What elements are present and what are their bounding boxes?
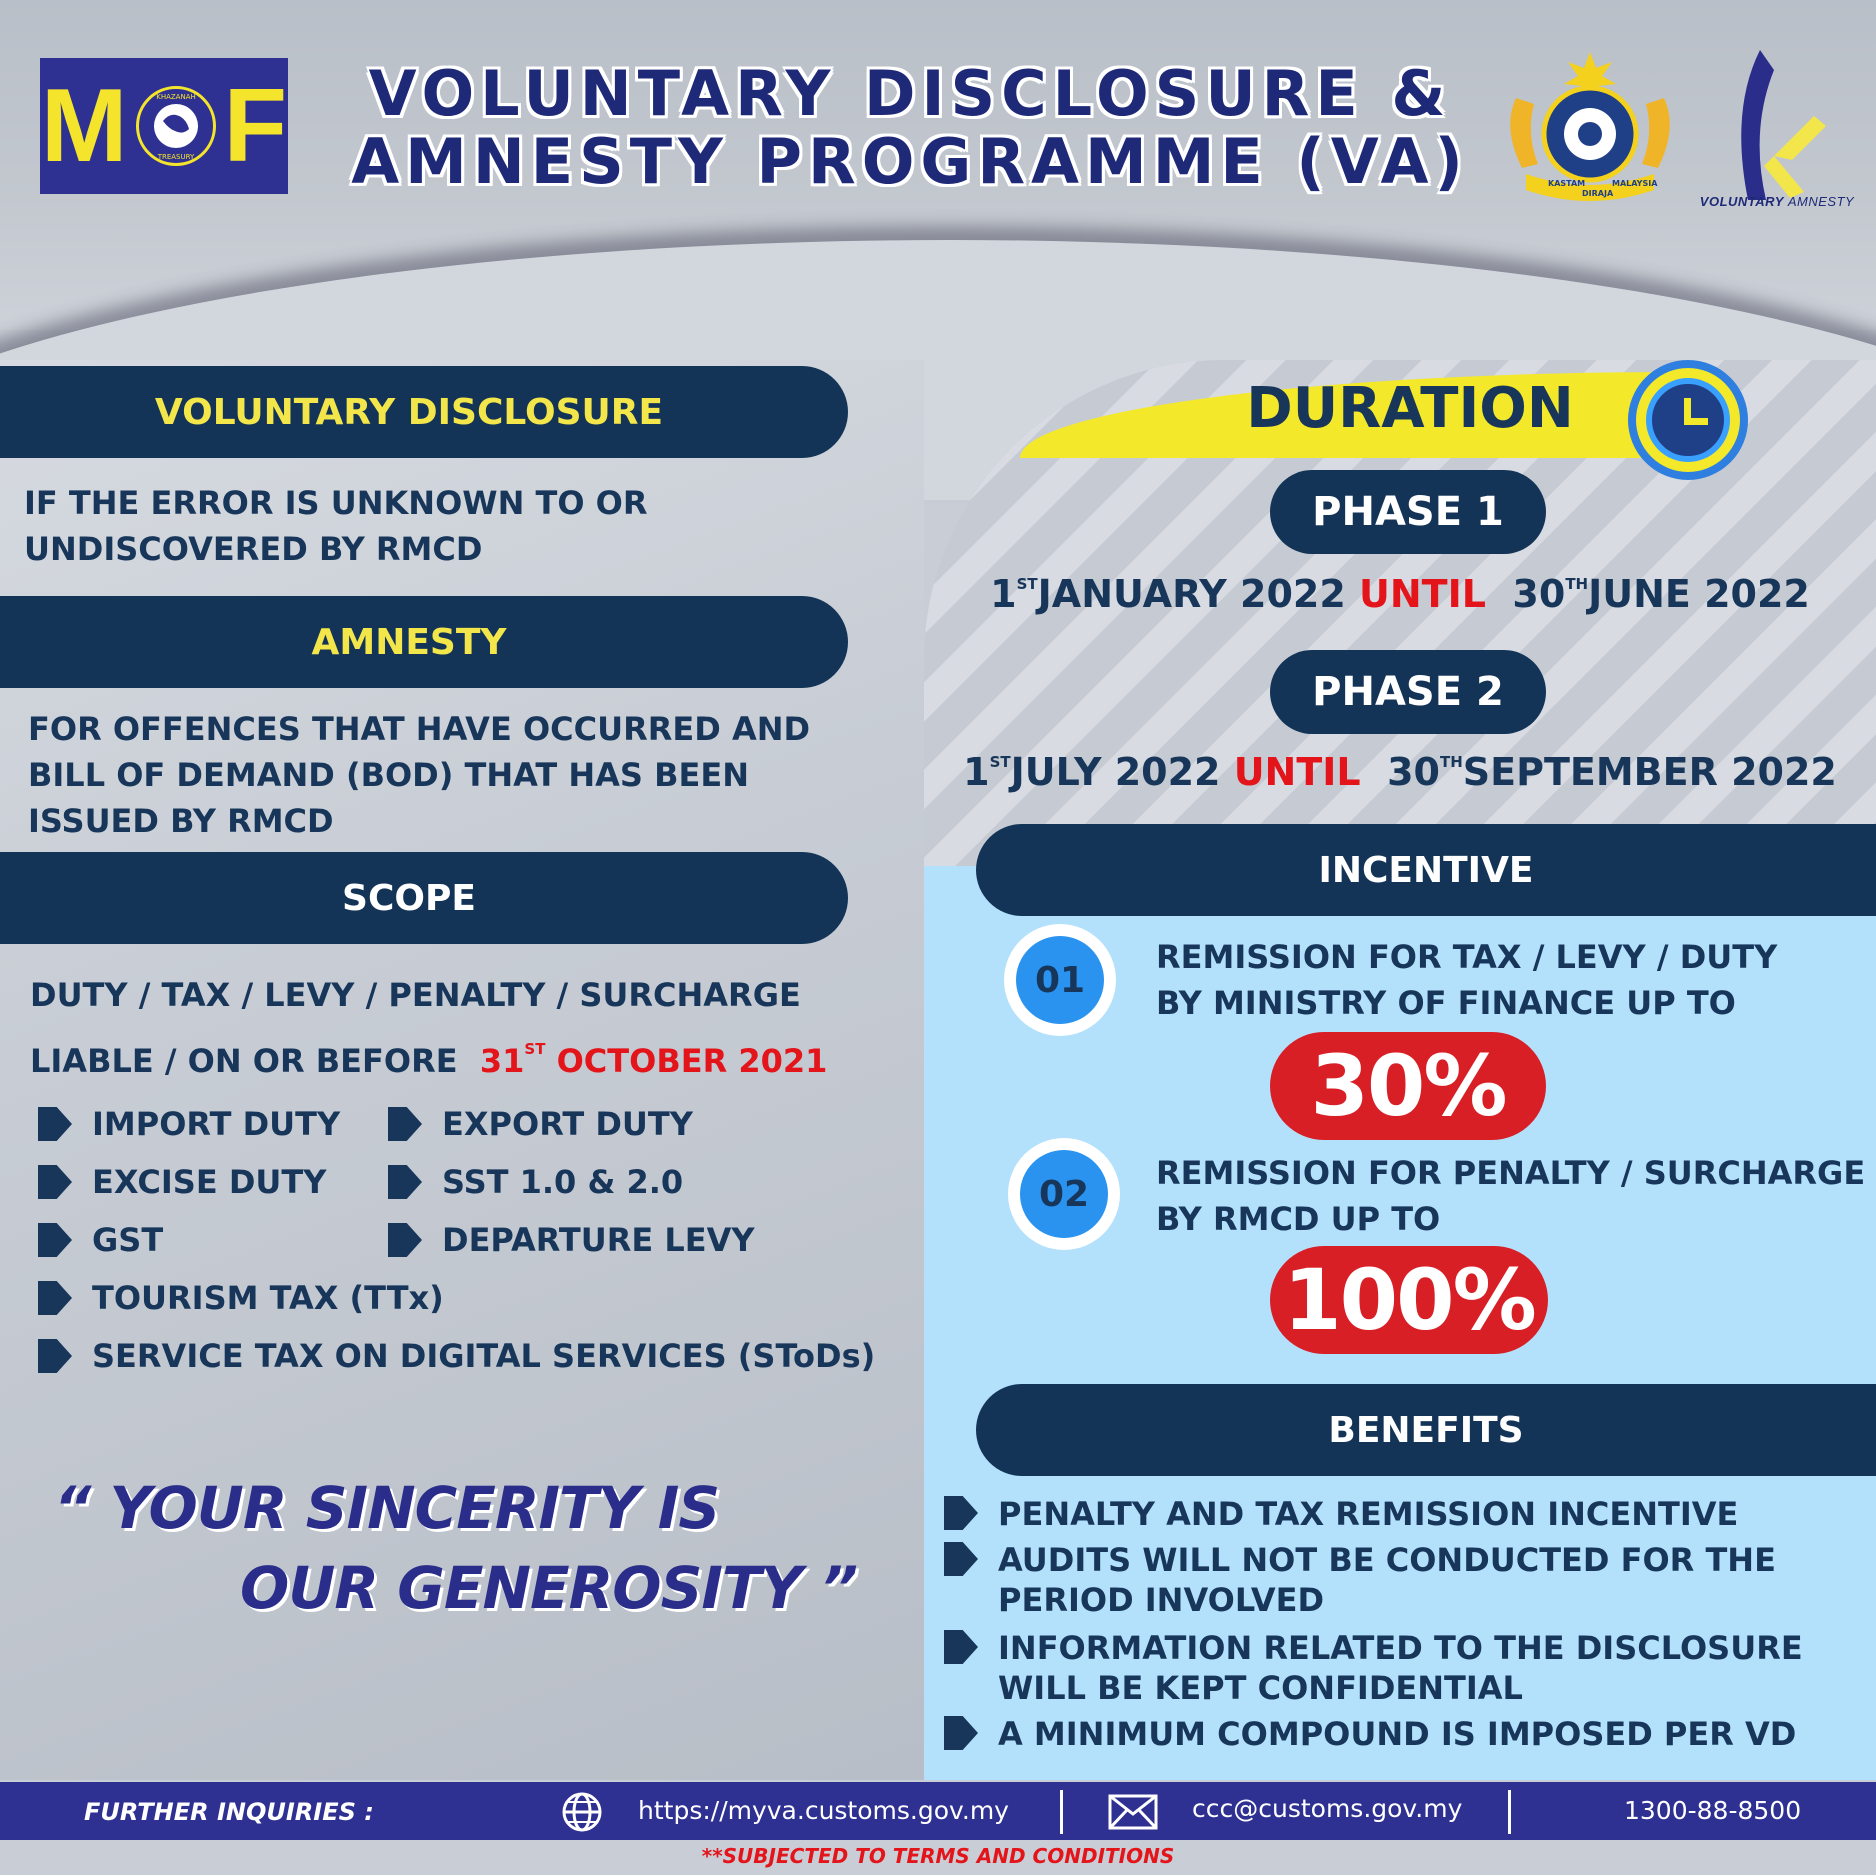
page-title [320, 57, 1500, 198]
scope-item-label: IMPORT DUTY [92, 1105, 341, 1143]
phase1-start-suffix: ST [1016, 575, 1038, 593]
terms-notice: **SUBJECTED TO TERMS AND CONDITIONS [701, 1844, 1175, 1868]
vd-line: IF THE ERROR IS UNKNOWN TO OR [24, 484, 648, 522]
amnesty-line: BILL OF DEMAND (BOD) THAT HAS BEEN [28, 756, 749, 794]
scope-day: 31 [479, 1042, 525, 1080]
incentive-line: BY RMCD UP TO [1156, 1200, 1441, 1238]
benefit-item [944, 1714, 1796, 1754]
amnesty-text [28, 706, 810, 844]
va-logo-text-light: AMNESTY [1787, 194, 1855, 209]
scope-item-label: GST [92, 1221, 164, 1259]
bullet-arrow-icon [388, 1165, 422, 1199]
bullet-arrow-icon [388, 1107, 422, 1141]
footer-label: FURTHER INQUIRIES : [84, 1798, 374, 1826]
phase2-until: UNTIL [1233, 750, 1361, 794]
bullet-arrow-icon [944, 1716, 978, 1750]
globe-icon [136, 86, 216, 166]
scope-item [38, 1278, 444, 1318]
scope-month: OCTOBER 2021 [556, 1042, 828, 1080]
scope-item [38, 1336, 875, 1376]
bullet-arrow-icon [944, 1542, 978, 1576]
scope-heading: SCOPE [0, 852, 848, 944]
benefit-line: A MINIMUM COMPOUND IS IMPOSED PER VD [998, 1715, 1797, 1753]
phase2-start-suffix: ST [989, 753, 1011, 771]
quote-line2: OUR GENEROSITY ” [240, 1554, 858, 1622]
incentive-line: BY MINISTRY OF FINANCE UP TO [1156, 984, 1736, 1022]
scope-item-label: DEPARTURE LEVY [442, 1221, 755, 1259]
benefit-item [944, 1494, 1738, 1534]
va-logo-text [1682, 194, 1872, 209]
benefit-item [944, 1628, 1803, 1708]
scope-item [38, 1104, 340, 1144]
crest-text-3: MALAYSIA [1612, 179, 1658, 188]
scope-line1: DUTY / TAX / LEVY / PENALTY / SURCHARGE [30, 976, 801, 1014]
benefit-line: PENALTY AND TAX REMISSION INCENTIVE [998, 1495, 1739, 1533]
phase1-label: PHASE 1 [1270, 470, 1546, 554]
vd-line: UNDISCOVERED BY RMCD [24, 530, 483, 568]
bullet-arrow-icon [388, 1223, 422, 1257]
incentive-line: REMISSION FOR PENALTY / SURCHARGE [1156, 1154, 1866, 1192]
bullet-arrow-icon [38, 1165, 72, 1199]
scope-item [388, 1220, 755, 1260]
footer-divider [1508, 1790, 1511, 1834]
incentive-percent-badge: 100% [1270, 1246, 1548, 1354]
benefit-text [998, 1540, 1776, 1620]
incentive-text [1156, 1150, 1865, 1242]
incentive-percent-badge: 30% [1270, 1032, 1546, 1140]
bullet-arrow-icon [944, 1496, 978, 1530]
voluntary-amnesty-logo [1690, 46, 1860, 216]
benefit-line: WILL BE KEPT CONFIDENTIAL [998, 1669, 1523, 1707]
amnesty-line: ISSUED BY RMCD [28, 802, 334, 840]
quote-line1: “ YOUR SINCERITY IS [54, 1474, 720, 1542]
mof-logo-m: M [40, 68, 128, 184]
scope-item [388, 1162, 683, 1202]
incentive-number: 01 [1016, 936, 1104, 1024]
crest-text-1: KASTAM [1548, 179, 1586, 188]
scope-item-label: EXCISE DUTY [92, 1163, 327, 1201]
amnesty-line: FOR OFFENCES THAT HAVE OCCURRED AND [28, 710, 811, 748]
scope-item-label: EXPORT DUTY [442, 1105, 693, 1143]
scope-line2 [30, 1022, 827, 1088]
mof-ring-top: KHAZANAH [155, 93, 196, 101]
amnesty-heading: AMNESTY [0, 596, 848, 688]
benefit-text [998, 1494, 1738, 1534]
mof-treasury-logo [40, 58, 288, 194]
bullet-arrow-icon [38, 1339, 72, 1373]
phase1-start-day: 1 [990, 572, 1017, 616]
incentive-number: 02 [1020, 1150, 1108, 1238]
scope-text [30, 968, 827, 1088]
incentive-text [1156, 934, 1777, 1026]
incentive-line: REMISSION FOR TAX / LEVY / DUTY [1156, 938, 1778, 976]
scope-day-suffix: ST [524, 1040, 546, 1058]
mof-ring-bottom: TREASURY [157, 153, 194, 161]
mail-icon [1108, 1794, 1158, 1830]
phase1-dates [924, 572, 1876, 616]
phone-link[interactable]: 1300-88-8500 [1624, 1796, 1802, 1825]
page-title-line2: AMNESTY PROGRAMME (VA) [351, 125, 1469, 198]
email-link[interactable]: ccc@customs.gov.my [1192, 1794, 1463, 1823]
phase1-end-day: 30 [1512, 572, 1566, 616]
benefit-line: AUDITS WILL NOT BE CONDUCTED FOR THE [998, 1541, 1776, 1579]
phase1-until: UNTIL [1359, 572, 1486, 616]
clock-hand-icon [1684, 418, 1708, 425]
scope-item-label: TOURISM TAX (TTx) [92, 1279, 444, 1317]
va-logo-text-bold: VOLUNTARY [1699, 194, 1784, 209]
incentive-heading: INCENTIVE [976, 824, 1876, 916]
customs-crest-logo [1496, 48, 1684, 208]
phase1-end-rest: JUNE 2022 [1588, 572, 1810, 616]
phase2-start-day: 1 [963, 750, 990, 794]
phase2-end-day: 30 [1387, 750, 1440, 794]
incentive-number-badge [1008, 1138, 1120, 1250]
phase2-start-rest: JULY 2022 [1010, 750, 1221, 794]
duration-heading: DURATION [1246, 376, 1574, 441]
scope-item [388, 1104, 693, 1144]
voluntary-disclosure-text [24, 480, 648, 572]
globe-icon [560, 1790, 604, 1834]
mof-logo-f: F [223, 68, 288, 184]
phase2-label: PHASE 2 [1270, 650, 1546, 734]
phase2-end-rest: SEPTEMBER 2022 [1462, 750, 1837, 794]
phase1-start-rest: JANUARY 2022 [1037, 572, 1346, 616]
phase1-end-suffix: TH [1565, 575, 1589, 593]
scope-item [38, 1220, 163, 1260]
bullet-arrow-icon [944, 1630, 978, 1664]
bullet-arrow-icon [38, 1281, 72, 1315]
benefit-text [998, 1628, 1803, 1708]
phase2-dates [924, 750, 1876, 794]
scope-item [38, 1162, 326, 1202]
scope-line2-prefix: LIABLE / ON OR BEFORE [30, 1042, 458, 1080]
benefit-line: PERIOD INVOLVED [998, 1581, 1325, 1619]
crest-text-2: DIRAJA [1582, 189, 1614, 198]
phase2-end-suffix: TH [1440, 753, 1463, 771]
footer-divider [1060, 1790, 1063, 1834]
benefit-line: INFORMATION RELATED TO THE DISCLOSURE [998, 1629, 1803, 1667]
voluntary-disclosure-heading: VOLUNTARY DISCLOSURE [0, 366, 848, 458]
website-link[interactable]: https://myva.customs.gov.my [638, 1796, 1009, 1825]
page-title-line1: VOLUNTARY DISCLOSURE & [368, 57, 1452, 130]
incentive-number-badge [1004, 924, 1116, 1036]
scope-item-label: SERVICE TAX ON DIGITAL SERVICES (SToDs) [92, 1337, 876, 1375]
benefit-item [944, 1540, 1776, 1620]
bullet-arrow-icon [38, 1107, 72, 1141]
scope-item-label: SST 1.0 & 2.0 [442, 1163, 684, 1201]
benefits-heading: BENEFITS [976, 1384, 1876, 1476]
bullet-arrow-icon [38, 1223, 72, 1257]
benefit-text [998, 1714, 1796, 1754]
